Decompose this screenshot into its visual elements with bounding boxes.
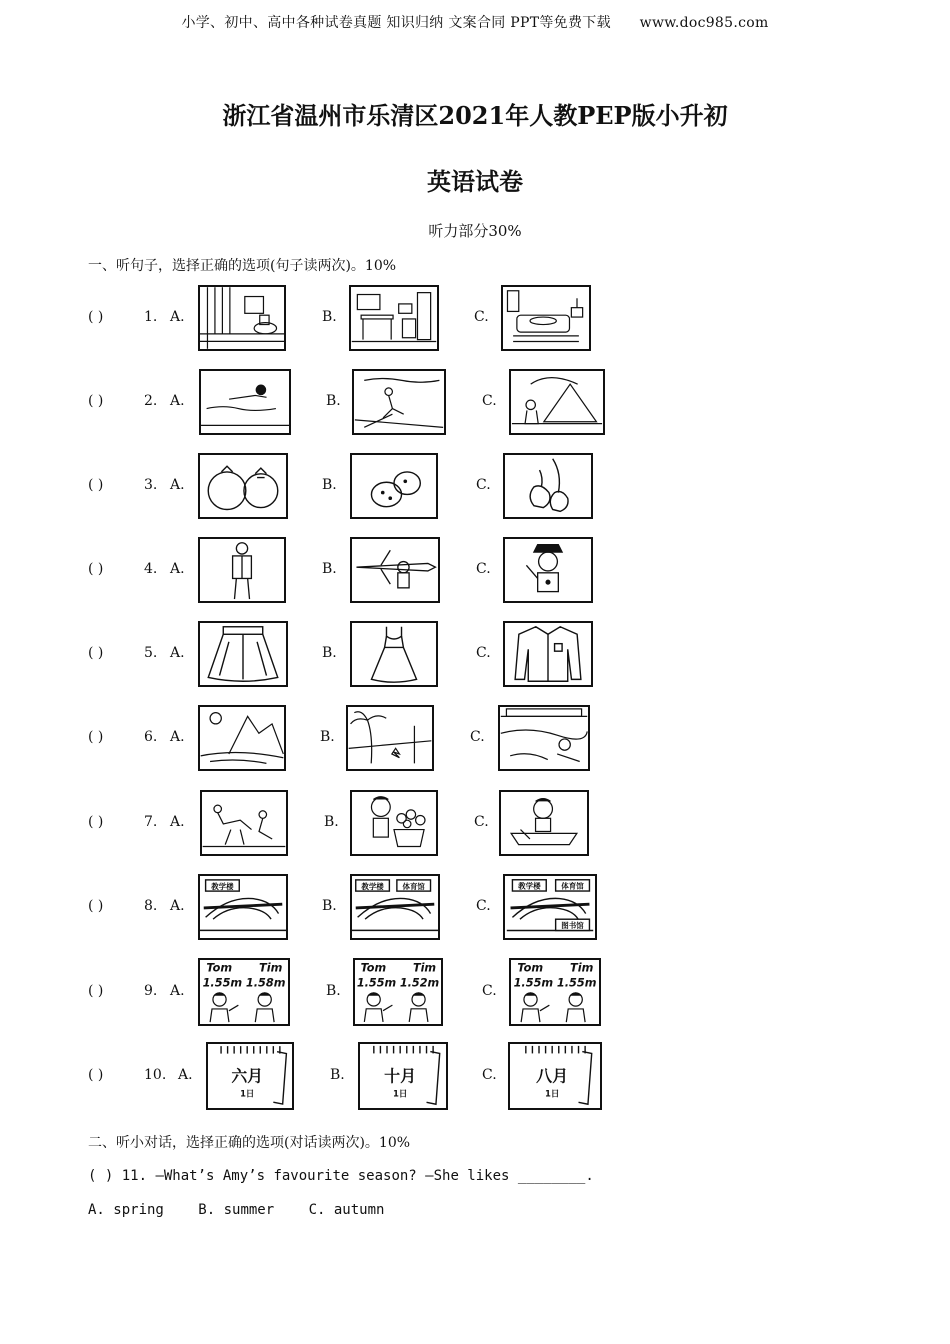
calendar-august-icon[interactable] xyxy=(508,1042,602,1110)
svg-text:体育馆: 体育馆 xyxy=(561,881,584,891)
answer-blank[interactable]: ( ) xyxy=(88,309,104,325)
option-label-b: B. xyxy=(330,1067,345,1083)
option-label-a: A. xyxy=(170,309,185,325)
option-label-b: B. xyxy=(322,645,337,661)
option-label-a: A. xyxy=(170,477,185,493)
option-label-c: C. xyxy=(470,729,485,745)
option-label-c: C. xyxy=(482,983,497,999)
question-number: 6. xyxy=(144,729,158,745)
mountain-picture-icon[interactable] xyxy=(198,705,286,771)
three-buildings-map-icon[interactable] xyxy=(503,874,597,940)
svg-text:教学楼: 教学楼 xyxy=(361,881,384,891)
option-label-c: C. xyxy=(476,477,491,493)
option-a[interactable]: A. spring xyxy=(88,1202,164,1218)
option-label-c: C. xyxy=(482,1067,497,1083)
camping-picture-icon[interactable] xyxy=(509,369,605,435)
option-b[interactable]: B. summer xyxy=(198,1202,275,1218)
svg-text:1.58m: 1.58m xyxy=(245,976,286,990)
svg-text:六月: 六月 xyxy=(231,1066,264,1086)
question-11 xyxy=(88,1168,594,1184)
tomatoes-picture-icon[interactable] xyxy=(198,453,288,519)
swimming-picture-icon[interactable] xyxy=(199,369,291,435)
bedroom-picture-icon[interactable] xyxy=(501,285,591,351)
question-row xyxy=(88,705,648,771)
option-label-a: A. xyxy=(170,729,185,745)
answer-blank[interactable]: ( ) xyxy=(88,898,104,914)
svg-text:教学楼: 教学楼 xyxy=(211,881,234,891)
question-number: 2. xyxy=(144,393,158,409)
svg-text:Tom: Tom xyxy=(206,961,233,975)
river-town-picture-icon[interactable] xyxy=(498,705,590,771)
option-label-a: A. xyxy=(170,814,185,830)
option-label-c: C. xyxy=(474,814,489,830)
height-152-picture-icon[interactable] xyxy=(353,958,443,1026)
option-label-a: A. xyxy=(170,898,185,914)
option-label-b: B. xyxy=(322,898,337,914)
option-label-b: B. xyxy=(326,983,341,999)
page-title: 浙江省温州市乐清区2021年人教PEP版小升初 xyxy=(222,101,728,130)
riding-picture-icon[interactable] xyxy=(200,790,288,856)
svg-text:Tom: Tom xyxy=(517,961,544,975)
calendar-june-icon[interactable] xyxy=(206,1042,294,1110)
svg-text:1.55m: 1.55m xyxy=(556,976,597,990)
question-row xyxy=(88,790,648,856)
picking-flowers-picture-icon[interactable] xyxy=(350,790,438,856)
answer-blank[interactable]: ( ) xyxy=(88,729,104,745)
header-url[interactable]: www.doc985.com xyxy=(639,15,769,31)
pilot-picture-icon[interactable] xyxy=(350,537,440,603)
option-label-b: B. xyxy=(324,814,339,830)
svg-text:1日: 1日 xyxy=(392,1088,408,1099)
calendar-october-icon[interactable] xyxy=(358,1042,448,1110)
question-number: 3. xyxy=(144,477,158,493)
option-label-a: A. xyxy=(170,645,185,661)
question-number: 5. xyxy=(144,645,158,661)
question-number: 9. xyxy=(144,983,158,999)
option-label-a: A. xyxy=(178,1067,193,1083)
svg-text:图书馆: 图书馆 xyxy=(561,921,584,931)
svg-text:体育馆: 体育馆 xyxy=(402,881,425,891)
height-158-picture-icon[interactable] xyxy=(198,958,290,1026)
question-number: 1. xyxy=(144,309,158,325)
question-row xyxy=(88,958,648,1026)
question-row xyxy=(88,874,648,940)
option-label-c: C. xyxy=(474,309,489,325)
svg-text:Tom: Tom xyxy=(360,961,387,975)
shirt-picture-icon[interactable] xyxy=(503,621,593,687)
question-11-options xyxy=(88,1202,410,1218)
potatoes-picture-icon[interactable] xyxy=(350,453,438,519)
two-buildings-map-icon[interactable] xyxy=(350,874,440,940)
skirt-picture-icon[interactable] xyxy=(198,621,288,687)
option-label-b: B. xyxy=(320,729,335,745)
answer-blank[interactable]: ( ) xyxy=(88,645,104,661)
skating-picture-icon[interactable] xyxy=(352,369,446,435)
answer-blank[interactable]: ( ) xyxy=(88,814,104,830)
one-building-map-icon[interactable] xyxy=(198,874,288,940)
option-label-b: B. xyxy=(322,477,337,493)
answer-blank[interactable]: ( ) xyxy=(88,1168,114,1184)
option-label-b: B. xyxy=(322,309,337,325)
question-number: 8. xyxy=(144,898,158,914)
page-header xyxy=(0,12,950,32)
svg-text:八月: 八月 xyxy=(536,1066,569,1086)
police-officer-picture-icon[interactable] xyxy=(503,537,593,603)
option-label-a: A. xyxy=(170,983,185,999)
svg-text:1.55m: 1.55m xyxy=(356,976,397,990)
option-label-a: A. xyxy=(170,393,185,409)
answer-blank[interactable]: ( ) xyxy=(88,983,104,999)
option-label-c: C. xyxy=(476,561,491,577)
question-row xyxy=(88,537,648,603)
question-row xyxy=(88,453,648,519)
listening-part-heading: 听力部分30% xyxy=(428,222,522,240)
svg-text:十月: 十月 xyxy=(384,1066,417,1086)
svg-text:1.55m: 1.55m xyxy=(202,976,243,990)
answer-blank[interactable]: ( ) xyxy=(88,1067,104,1083)
question-row xyxy=(88,621,648,687)
header-text: 小学、初中、高中各种试卷真题 知识归纳 文案合同 PPT等免费下载 xyxy=(181,15,611,31)
svg-text:教学楼: 教学楼 xyxy=(518,881,541,891)
dress-picture-icon[interactable] xyxy=(350,621,438,687)
answer-blank[interactable]: ( ) xyxy=(88,477,104,493)
svg-text:1日: 1日 xyxy=(240,1088,255,1099)
svg-text:1.52m: 1.52m xyxy=(399,976,440,990)
boating-picture-icon[interactable] xyxy=(499,790,589,856)
answer-blank[interactable]: ( ) xyxy=(88,393,104,409)
height-155-picture-icon[interactable] xyxy=(509,958,601,1026)
svg-text:Tim: Tim xyxy=(259,961,283,975)
bathroom-picture-icon[interactable] xyxy=(198,285,286,351)
option-label-c: C. xyxy=(482,393,497,409)
question-row xyxy=(88,1042,648,1110)
section-2-heading: 二、听小对话，选择正确的选项(对话读两次)。10% xyxy=(88,1135,411,1151)
option-label-b: B. xyxy=(322,561,337,577)
question-number: 10. xyxy=(144,1067,167,1083)
question-row xyxy=(88,285,648,351)
option-label-b: B. xyxy=(326,393,341,409)
option-label-a: A. xyxy=(170,561,185,577)
svg-text:1.55m: 1.55m xyxy=(513,976,554,990)
svg-text:Tim: Tim xyxy=(570,961,594,975)
section-1-heading: 一、听句子，选择正确的选项(句子读两次)。10% xyxy=(88,258,397,274)
question-number: 7. xyxy=(144,814,158,830)
question-11-text: 11. —What’s Amy’s favourite season? —She likes ________. xyxy=(121,1168,594,1184)
question-number: 4. xyxy=(144,561,158,577)
beach-picture-icon[interactable] xyxy=(346,705,434,771)
answer-blank[interactable]: ( ) xyxy=(88,561,104,577)
option-label-c: C. xyxy=(476,645,491,661)
page-subtitle: 英语试卷 xyxy=(427,167,523,196)
question-row xyxy=(88,369,648,435)
svg-text:1日: 1日 xyxy=(544,1088,560,1099)
svg-text:Tim: Tim xyxy=(412,961,437,975)
garlic-picture-icon[interactable] xyxy=(503,453,593,519)
businessman-picture-icon[interactable] xyxy=(198,537,286,603)
option-label-c: C. xyxy=(476,898,491,914)
study-room-picture-icon[interactable] xyxy=(349,285,439,351)
option-c[interactable]: C. autumn xyxy=(308,1202,385,1218)
